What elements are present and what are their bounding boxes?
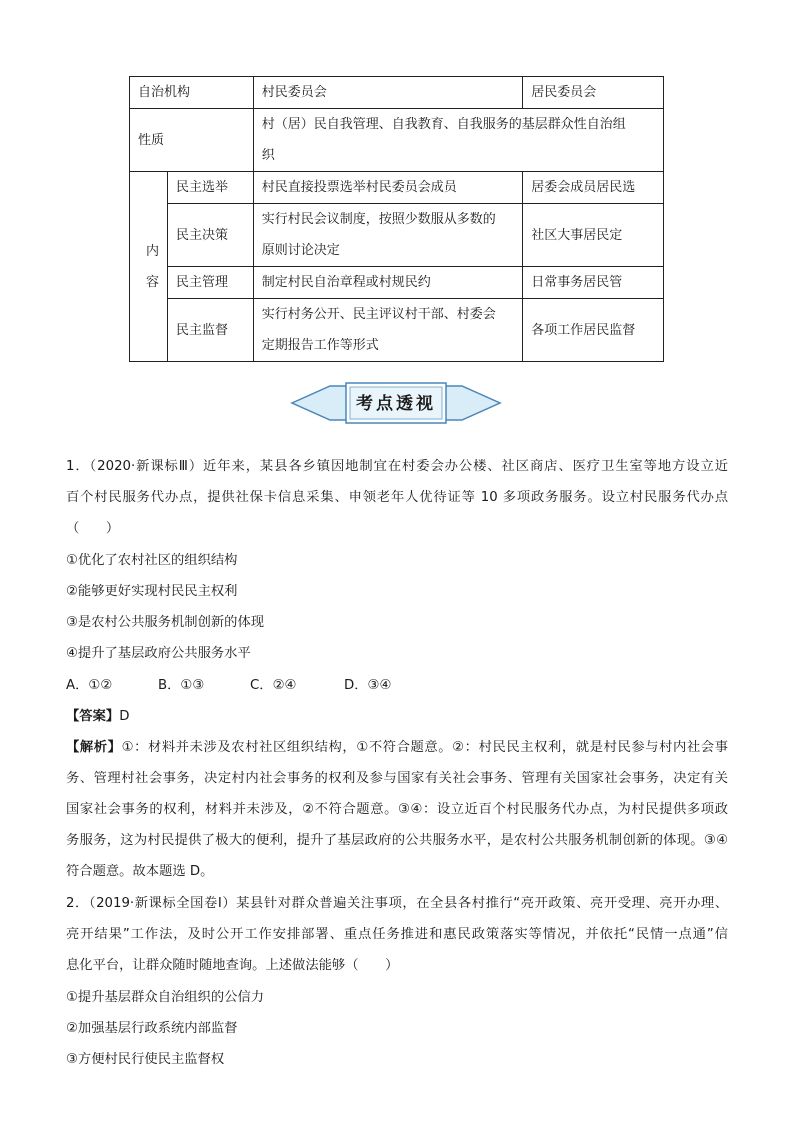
nature-text-line: 村（居）民自我管理、自我教育、自我服务的基层群众性自治组 bbox=[261, 117, 626, 132]
q2-stem: 亮开结果”工作法，及时公开工作安排部署、重点任务推进和惠民政策落实等情况，并依托“民情一点通”信 bbox=[66, 927, 728, 942]
nature-label: 性质 bbox=[130, 109, 254, 172]
table-header-cell: 村民委员会 bbox=[253, 77, 522, 109]
table-row bbox=[130, 267, 664, 299]
q1-analysis: 符合题意。故本题选 D。 bbox=[66, 864, 214, 879]
q1-analysis: 务服务，这为村民提供了极大的便利，提升了基层政府的公共服务水平，是农村公共服务机制创新的体现。③④ bbox=[66, 833, 728, 848]
q2-option: ①提升基层群众自治组织的公信力 bbox=[66, 990, 265, 1005]
row-resident: 社区大事居民定 bbox=[523, 204, 664, 267]
row-village bbox=[253, 204, 522, 267]
answer-value: D bbox=[119, 709, 130, 724]
row-village-line: 实行村民会议制度，按照少数服从多数的 bbox=[261, 212, 496, 227]
row-resident: 各项工作居民监督 bbox=[523, 299, 664, 362]
row-village: 村民直接投票选举村民委员会成员 bbox=[253, 172, 522, 204]
table-header-cell: 自治机构 bbox=[130, 77, 254, 109]
choice-d: D．③④ bbox=[344, 678, 392, 693]
table-row bbox=[130, 204, 664, 267]
row-item: 民主决策 bbox=[167, 204, 253, 267]
row-village-line: 实行村务公开、民主评议村干部、村委会 bbox=[261, 307, 496, 322]
row-village-line: 定期报告工作等形式 bbox=[261, 338, 379, 353]
analysis-text: ①：材料并未涉及农村社区组织结构，①不符合题意。②：村民民主权利，就是村民参与村内社会事 bbox=[121, 740, 728, 755]
table-header-cell: 居民委员会 bbox=[523, 77, 664, 109]
nature-text-line: 织 bbox=[261, 148, 275, 163]
q1-option: ④提升了基层政府公共服务水平 bbox=[66, 646, 251, 661]
banner-text: 考点透视 bbox=[356, 394, 436, 414]
choice-c: C．②④ bbox=[250, 678, 297, 693]
choice-b: B．①③ bbox=[158, 678, 205, 693]
autonomy-comparison-table bbox=[129, 76, 664, 362]
q1-option: ①优化了农村社区的组织结构 bbox=[66, 553, 238, 568]
analysis-label: 【解析】 bbox=[66, 740, 122, 755]
table-row-nature bbox=[130, 109, 664, 172]
q2-stem: 2．（2019·新课标全国卷Ⅰ）某县针对群众普遍关注事项，在全县各村推行“亮开政策、亮开受理、亮开办理、 bbox=[66, 896, 728, 911]
row-item: 民主管理 bbox=[167, 267, 253, 299]
q1-analysis: 国家社会事务的权利，材料并未涉及，②不符合题意。③④：设立近百个村民服务代办点，为村民提供多项政 bbox=[66, 802, 728, 817]
q1-analysis bbox=[66, 736, 728, 755]
q1-option: ③是农村公共服务机制创新的体现 bbox=[66, 615, 265, 630]
q2-option: ③方便村民行使民主监督权 bbox=[66, 1052, 225, 1067]
row-village: 制定村民自治章程或村规民约 bbox=[253, 267, 522, 299]
q1-option: ②能够更好实现村民民主权利 bbox=[66, 584, 238, 599]
q2-stem: 息化平台，让群众随时随地查询。上述做法能够（ ） bbox=[66, 958, 399, 973]
nature-text bbox=[253, 109, 663, 172]
q2-option: ②加强基层行政系统内部监督 bbox=[66, 1021, 238, 1036]
table-row bbox=[130, 172, 664, 204]
content-label-char: 容 bbox=[145, 274, 159, 290]
content-label-char: 内 bbox=[145, 243, 159, 259]
row-resident: 居委会成员居民选 bbox=[523, 172, 664, 204]
table-header-row bbox=[130, 77, 664, 109]
row-item: 民主监督 bbox=[167, 299, 253, 362]
row-item: 民主选举 bbox=[167, 172, 253, 204]
q1-stem: 百个村民服务代办点，提供社保卡信息采集、申领老年人优待证等 10 多项政务服务。设立村民服务代办点 bbox=[66, 490, 728, 505]
q1-blank: （ ） bbox=[66, 521, 120, 536]
row-resident: 日常事务居民管 bbox=[523, 267, 664, 299]
content-label bbox=[130, 172, 168, 362]
answer-label: 【答案】 bbox=[66, 709, 120, 724]
row-village bbox=[253, 299, 522, 362]
q1-analysis: 务、管理村社会事务，决定村内社会事务的权利及参与国家有关社会事务、管理有关国家社会事务，决定有关 bbox=[66, 771, 728, 786]
section-banner bbox=[290, 378, 502, 428]
q1-stem: 1．（2020·新课标Ⅲ）近年来，某县各乡镇因地制宜在村委会办公楼、社区商店、医疗卫生室等地方设立近 bbox=[66, 459, 728, 474]
q1-answer bbox=[66, 705, 129, 724]
row-village-line: 原则讨论决定 bbox=[261, 243, 340, 258]
table-row bbox=[130, 299, 664, 362]
q1-choices bbox=[66, 674, 391, 693]
choice-a: A．①② bbox=[66, 678, 113, 693]
